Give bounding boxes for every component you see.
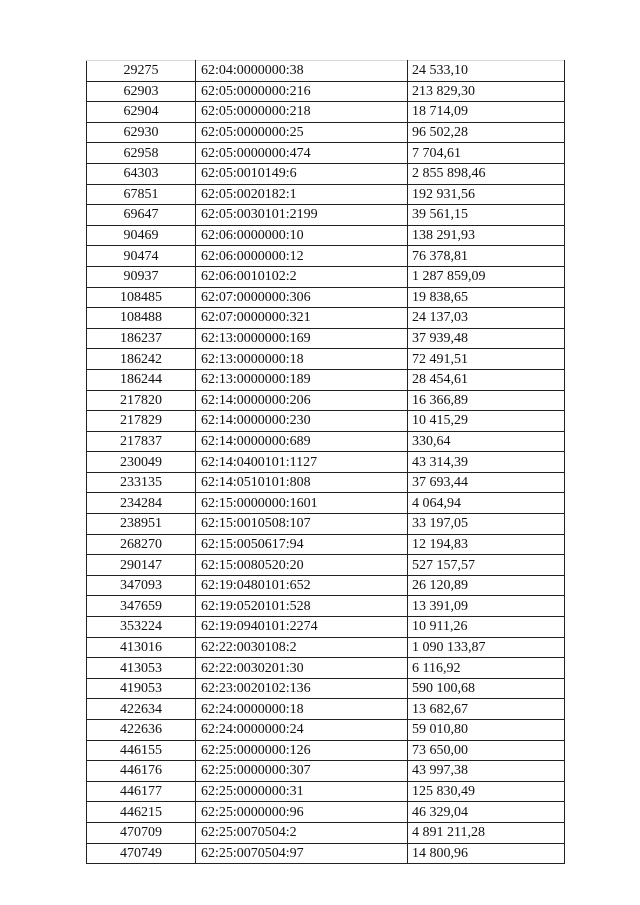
row-id-cell: 217829 [87,411,196,432]
cadastral-number-cell: 62:05:0030101:2199 [196,205,408,226]
table-row [87,225,565,246]
table-row [87,308,565,329]
row-id-cell: 62958 [87,143,196,164]
cadastral-number-cell: 62:05:0000000:25 [196,122,408,143]
cadastral-value-cell: 138 291,93 [408,225,565,246]
cadastral-number-cell: 62:07:0000000:321 [196,308,408,329]
cadastral-value-cell: 73 650,00 [408,740,565,761]
cadastral-value-cell: 2 855 898,46 [408,163,565,184]
row-id-cell: 422636 [87,720,196,741]
cadastral-value-cell: 4 064,94 [408,493,565,514]
cadastral-value-cell: 37 693,44 [408,472,565,493]
cadastral-number-cell: 62:05:0010149:6 [196,163,408,184]
table-row [87,658,565,679]
cadastral-value-cell: 1 287 859,09 [408,266,565,287]
row-id-cell: 413016 [87,637,196,658]
cadastral-value-cell: 192 931,56 [408,184,565,205]
cadastral-number-cell: 62:25:0000000:31 [196,781,408,802]
row-id-cell: 353224 [87,617,196,638]
cadastral-number-cell: 62:15:0000000:1601 [196,493,408,514]
row-id-cell: 413053 [87,658,196,679]
cadastral-value-cell: 7 704,61 [408,143,565,164]
cadastral-number-cell: 62:05:0000000:474 [196,143,408,164]
cadastral-value-cell: 6 116,92 [408,658,565,679]
cadastral-number-cell: 62:25:0000000:96 [196,802,408,823]
cadastral-value-cell: 14 800,96 [408,843,565,864]
table-row [87,617,565,638]
row-id-cell: 446177 [87,781,196,802]
table-row [87,205,565,226]
cadastral-value-cell: 13 391,09 [408,596,565,617]
cadastral-value-cell: 213 829,30 [408,81,565,102]
row-id-cell: 446176 [87,761,196,782]
cadastral-value-cell: 24 533,10 [408,61,565,82]
cadastral-value-cell: 37 939,48 [408,328,565,349]
cadastral-number-cell: 62:15:0050617:94 [196,534,408,555]
row-id-cell: 108485 [87,287,196,308]
table-row [87,843,565,864]
cadastral-number-cell: 62:25:0000000:126 [196,740,408,761]
cadastral-value-cell: 43 997,38 [408,761,565,782]
table-row [87,102,565,123]
table-row [87,637,565,658]
row-id-cell: 230049 [87,452,196,473]
row-id-cell: 268270 [87,534,196,555]
row-id-cell: 419053 [87,678,196,699]
table-row [87,349,565,370]
cadastral-value-cell: 72 491,51 [408,349,565,370]
cadastral-number-cell: 62:24:0000000:24 [196,720,408,741]
cadastral-number-cell: 62:25:0070504:2 [196,822,408,843]
cadastral-value-cell: 33 197,05 [408,514,565,535]
table-body [87,61,565,864]
table-row [87,822,565,843]
cadastral-number-cell: 62:06:0010102:2 [196,266,408,287]
row-id-cell: 470709 [87,822,196,843]
cadastral-value-cell: 26 120,89 [408,575,565,596]
cadastral-value-table [86,60,565,864]
table-row [87,802,565,823]
cadastral-number-cell: 62:13:0000000:169 [196,328,408,349]
cadastral-number-cell: 62:07:0000000:306 [196,287,408,308]
cadastral-number-cell: 62:05:0000000:218 [196,102,408,123]
table-row [87,287,565,308]
row-id-cell: 347093 [87,575,196,596]
row-id-cell: 233135 [87,472,196,493]
row-id-cell: 90937 [87,266,196,287]
cadastral-value-cell: 96 502,28 [408,122,565,143]
cadastral-number-cell: 62:13:0000000:189 [196,369,408,390]
cadastral-value-cell: 1 090 133,87 [408,637,565,658]
cadastral-value-cell: 28 454,61 [408,369,565,390]
row-id-cell: 62904 [87,102,196,123]
table-row [87,143,565,164]
row-id-cell: 62930 [87,122,196,143]
table-row [87,596,565,617]
row-id-cell: 186242 [87,349,196,370]
cadastral-number-cell: 62:14:0510101:808 [196,472,408,493]
cadastral-value-cell: 10 415,29 [408,411,565,432]
cadastral-number-cell: 62:25:0070504:97 [196,843,408,864]
table-row [87,761,565,782]
cadastral-value-cell: 10 911,26 [408,617,565,638]
table-row [87,431,565,452]
row-id-cell: 422634 [87,699,196,720]
row-id-cell: 446155 [87,740,196,761]
row-id-cell: 29275 [87,61,196,82]
cadastral-number-cell: 62:14:0000000:206 [196,390,408,411]
cadastral-number-cell: 62:19:0480101:652 [196,575,408,596]
table-row [87,369,565,390]
table-row [87,534,565,555]
cadastral-value-cell: 43 314,39 [408,452,565,473]
table-row [87,452,565,473]
cadastral-number-cell: 62:15:0080520:20 [196,555,408,576]
row-id-cell: 90469 [87,225,196,246]
cadastral-number-cell: 62:05:0000000:216 [196,81,408,102]
cadastral-number-cell: 62:13:0000000:18 [196,349,408,370]
table-row [87,514,565,535]
cadastral-value-cell: 4 891 211,28 [408,822,565,843]
row-id-cell: 69647 [87,205,196,226]
table-row [87,184,565,205]
row-id-cell: 62903 [87,81,196,102]
table-row [87,555,565,576]
cadastral-value-cell: 19 838,65 [408,287,565,308]
cadastral-value-cell: 125 830,49 [408,781,565,802]
table-row [87,740,565,761]
table-row [87,678,565,699]
cadastral-number-cell: 62:22:0030201:30 [196,658,408,679]
cadastral-number-cell: 62:24:0000000:18 [196,699,408,720]
row-id-cell: 90474 [87,246,196,267]
cadastral-value-cell: 24 137,03 [408,308,565,329]
table-row [87,61,565,82]
row-id-cell: 446215 [87,802,196,823]
table-row [87,122,565,143]
table-row [87,411,565,432]
cadastral-value-cell: 59 010,80 [408,720,565,741]
row-id-cell: 186244 [87,369,196,390]
table-row [87,472,565,493]
row-id-cell: 64303 [87,163,196,184]
cadastral-value-cell: 16 366,89 [408,390,565,411]
cadastral-number-cell: 62:05:0020182:1 [196,184,408,205]
table-row [87,266,565,287]
table-row [87,720,565,741]
table-row [87,81,565,102]
cadastral-value-cell: 18 714,09 [408,102,565,123]
table-row [87,390,565,411]
cadastral-value-cell: 527 157,57 [408,555,565,576]
row-id-cell: 217837 [87,431,196,452]
row-id-cell: 108488 [87,308,196,329]
table-row [87,699,565,720]
cadastral-value-cell: 39 561,15 [408,205,565,226]
table-row [87,781,565,802]
row-id-cell: 217820 [87,390,196,411]
row-id-cell: 186237 [87,328,196,349]
table-row [87,493,565,514]
row-id-cell: 347659 [87,596,196,617]
cadastral-number-cell: 62:22:0030108:2 [196,637,408,658]
table-row [87,575,565,596]
cadastral-number-cell: 62:04:0000000:38 [196,61,408,82]
cadastral-value-cell: 46 329,04 [408,802,565,823]
cadastral-value-cell: 12 194,83 [408,534,565,555]
table-row [87,328,565,349]
cadastral-number-cell: 62:14:0000000:689 [196,431,408,452]
cadastral-number-cell: 62:06:0000000:10 [196,225,408,246]
row-id-cell: 238951 [87,514,196,535]
cadastral-number-cell: 62:15:0010508:107 [196,514,408,535]
row-id-cell: 234284 [87,493,196,514]
cadastral-number-cell: 62:25:0000000:307 [196,761,408,782]
cadastral-number-cell: 62:19:0520101:528 [196,596,408,617]
table-row [87,246,565,267]
cadastral-value-cell: 590 100,68 [408,678,565,699]
cadastral-number-cell: 62:23:0020102:136 [196,678,408,699]
cadastral-number-cell: 62:19:0940101:2274 [196,617,408,638]
row-id-cell: 290147 [87,555,196,576]
row-id-cell: 67851 [87,184,196,205]
cadastral-value-cell: 76 378,81 [408,246,565,267]
cadastral-number-cell: 62:14:0400101:1127 [196,452,408,473]
cadastral-number-cell: 62:06:0000000:12 [196,246,408,267]
cadastral-value-cell: 13 682,67 [408,699,565,720]
cadastral-number-cell: 62:14:0000000:230 [196,411,408,432]
row-id-cell: 470749 [87,843,196,864]
table-row [87,163,565,184]
cadastral-value-cell: 330,64 [408,431,565,452]
